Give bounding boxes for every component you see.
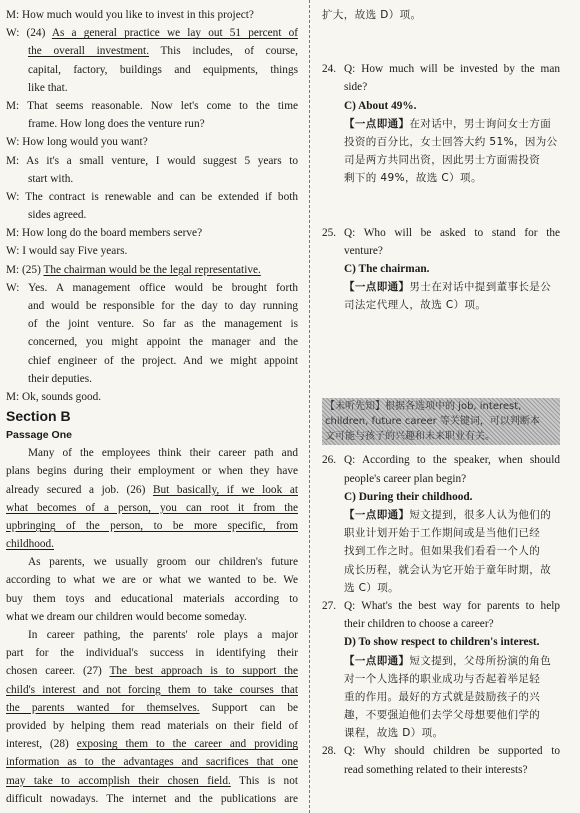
question-number: 25. (322, 226, 337, 239)
passage-line: childhood. (6, 538, 55, 551)
passage-line: already secured a job. (26) But basically, if we look at (6, 483, 298, 496)
passage-line: may take to accomplish their chosen field. This is not (6, 774, 298, 787)
dialogue-line: W: The contract is renewable and can be extended if both (6, 190, 298, 203)
passage-line: Many of the employees think their career path and (28, 447, 298, 460)
dialogue-line: their deputies. (28, 372, 92, 385)
passage-line: provided by helping them read materials on their field of (6, 719, 298, 732)
passage-line: upbringing of the person, to be more specific, from (6, 519, 298, 532)
passage-line: what we dream our children would become someday. (6, 610, 247, 623)
explanation-line: 找到工作之时。但如果我们看看一个人的 (344, 545, 541, 558)
dialogue-line: W: (24) As a general practice we lay out 51 percent of (6, 27, 298, 40)
question-text: their children to choose a career? (344, 618, 494, 631)
passage-line: interest, (28) exposing them to the career and providing (6, 738, 298, 751)
explanation-line: 成长历程，就会认为它开始于童年时期，故 (344, 563, 552, 576)
question-number: 28. (322, 745, 337, 758)
question-text: Q: Why should children be supported to (344, 745, 560, 758)
dialogue-line: like that. (28, 81, 68, 94)
explanation-line: 司是两方共同出资，因此男士方面需投资 (344, 154, 541, 167)
dialogue-line: sides agreed. (28, 209, 87, 222)
passage-line: difficult nowadays. The internet and the publications are (6, 792, 298, 805)
dialogue-line: the overall investment. This includes, of course, (28, 45, 298, 58)
question-text: side? (344, 81, 368, 94)
explanation-line: 重的作用。最好的方式就是鼓励孩子的兴 (344, 690, 541, 703)
passage-line: according to what we are or what we wanted to be. We (6, 574, 298, 587)
key-sentence-25: The chairman would be the legal representative. (43, 263, 261, 276)
dialogue-line: chief engineer of the project. And we might appoint (28, 354, 298, 367)
explanation-line: 职业计划开始于工作期间或是当他们已经 (344, 527, 541, 540)
answer-column (322, 6, 560, 779)
dialogue-line: of the joint venture. So far as the management is (28, 318, 298, 331)
explanation-line: 投资的百分比，女士回答大约 51%，因为公 (344, 135, 558, 148)
question-text: Q: How much will be invested by the man (344, 63, 560, 76)
passage-line: buy them toys and educational materials according to (6, 592, 298, 605)
question-text: read something related to their interests? (344, 763, 528, 776)
passage-line: what becomes of a person, you can root it from the (6, 501, 298, 514)
answer-option: C) During their childhood. (344, 490, 473, 503)
question-text: Q: Who will be asked to stand for the (344, 226, 560, 239)
explanation-line: 选 C）项。 (344, 581, 400, 594)
column-divider (309, 0, 310, 813)
dialogue-line: capital, factory, buildings and equipments, things (28, 63, 298, 76)
explanation-line: 扩大，故选 D）项。 (322, 9, 422, 21)
passage-line: plans begins during their employment or when they have (6, 465, 298, 478)
answer-option: D) To show respect to children's interest. (344, 636, 540, 649)
question-text: Q: What's the best way for parents to help (344, 599, 560, 612)
key-sentence-28: exposing them to the career and providing (76, 738, 298, 751)
dialogue-line: M: How much would you like to invest in this project? (6, 9, 254, 21)
passage-line: the parents wanted for themselves. Support can be (6, 701, 298, 714)
explanation-line: 司法定代理人，故选 C）项。 (344, 299, 487, 312)
passage-line: As parents, we usually groom our children's future (28, 556, 298, 569)
dialogue-line: M: That seems reasonable. Now let's come to the time (6, 99, 298, 112)
tip-label: 【一点即通】 (344, 509, 410, 521)
dialogue-line: M: As it's a small venture, I would suggest 5 years to (6, 154, 298, 167)
question-27: 27. Q: What's the best way for parents to help their children to choose a career? D) To show respect to children's interest. 【一点即通】短文提到，父母所扮演的角色 对一个人选择的职业成功与否起着举足轻 重的作用。最好的方式就是鼓励孩子的兴 趣，不要强迫他们去学父母想要他们学的 课程，故选 D）项。 (322, 597, 560, 743)
tip-label: 【一点即通】 (344, 117, 410, 130)
explanation-line: 课程，故选 D）项。 (344, 727, 444, 740)
key-sentence-26: But basically, if we look at (152, 483, 298, 496)
dialogue-line: concerned, you might appoint the manager and the (28, 336, 298, 349)
passage-line: chosen career. (27) The best approach is to support the (6, 665, 298, 678)
dialogue-line: M: (25) The chairman would be the legal representative. (6, 263, 261, 276)
key-sentence-24-cont: the overall investment. (28, 45, 150, 58)
question-25: 25. Q: Who will be asked to stand for the venture? C) The chairman. 【一点即通】男士在对话中提到董事长是公 司法定代理人，故选 C）项。 (322, 224, 560, 315)
question-text: people's career plan begin? (344, 472, 467, 485)
transcript-column (6, 6, 298, 808)
passage-line: child's interest and not forcing them to take courses that (6, 683, 298, 696)
question-26: 26. Q: According to the speaker, when should people's career plan begin? C) During their childhood. 【一点即通】短文提到，很多人认为他们的 职业计划开始于工作期间或是当他们已经 找到工作之时。但如果我们看看一个人的 成长历程，就会认为它开始于童年时期，故 选 C）项。 (322, 451, 560, 597)
key-sentence-27: The best approach is to support the (109, 665, 298, 678)
explanation-line: 剩下的 49%，故选 C）项。 (344, 172, 482, 185)
dialogue-line: frame. How long does the venture run? (28, 118, 205, 131)
answer-option: C) About 49%. (344, 99, 417, 112)
dialogue-line: W: How long would you want? (6, 136, 148, 149)
question-24: 24. Q: How much will be invested by the man side? C) About 49%. 【一点即通】在对话中，男士询问女士方面 投资的百分比，女士回答大约 51%，因为公 司是两方共同出资，因此男士方面需投资 剩下的 49%，故选 C）项。 (322, 60, 560, 187)
tip-label: 【一点即通】 (344, 281, 410, 294)
question-28 (322, 742, 560, 778)
section-heading: Section B (6, 408, 71, 425)
passage-line: part for the individual's success in identifying their (6, 647, 298, 660)
question-number: 27. (322, 599, 337, 612)
explanation-line: 对一个人选择的职业成功与否起着举足轻 (344, 672, 541, 685)
question-text: venture? (344, 244, 383, 257)
question-text: Q: According to the speaker, when should (344, 454, 560, 467)
preview-hint-box: 【未听先知】根据各选项中的 job, interest, children, future career 等关键词，可以判断本 文可能与孩子的兴趣和未来职业有关。 (322, 398, 560, 445)
tip-label: 【一点即通】 (344, 654, 410, 667)
passage-line: information as to the advantages and sacrifices that one (6, 756, 298, 769)
explanation-line: 趣，不要强迫他们去学父母想要他们学的 (344, 709, 541, 722)
key-sentence-24: As a general practice we lay out 51 percent of (51, 27, 298, 40)
passage-heading: Passage One (6, 429, 72, 442)
passage-line: In career pathing, the parents' role plays a major (28, 629, 298, 641)
question-number: 24. (322, 63, 337, 76)
dialogue-line: and would be responsible for the day to day running (28, 300, 298, 312)
dialogue-line: start with. (28, 172, 74, 185)
question-number: 26. (322, 454, 337, 467)
dialogue-line: M: Ok, sounds good. (6, 390, 102, 403)
dialogue-line: W: I would say Five years. (6, 245, 128, 258)
dialogue-line: W: Yes. A management office would be brought forth (6, 281, 298, 294)
dialogue-line: M: How long do the board members serve? (6, 227, 203, 240)
answer-option: C) The chairman. (344, 262, 430, 275)
